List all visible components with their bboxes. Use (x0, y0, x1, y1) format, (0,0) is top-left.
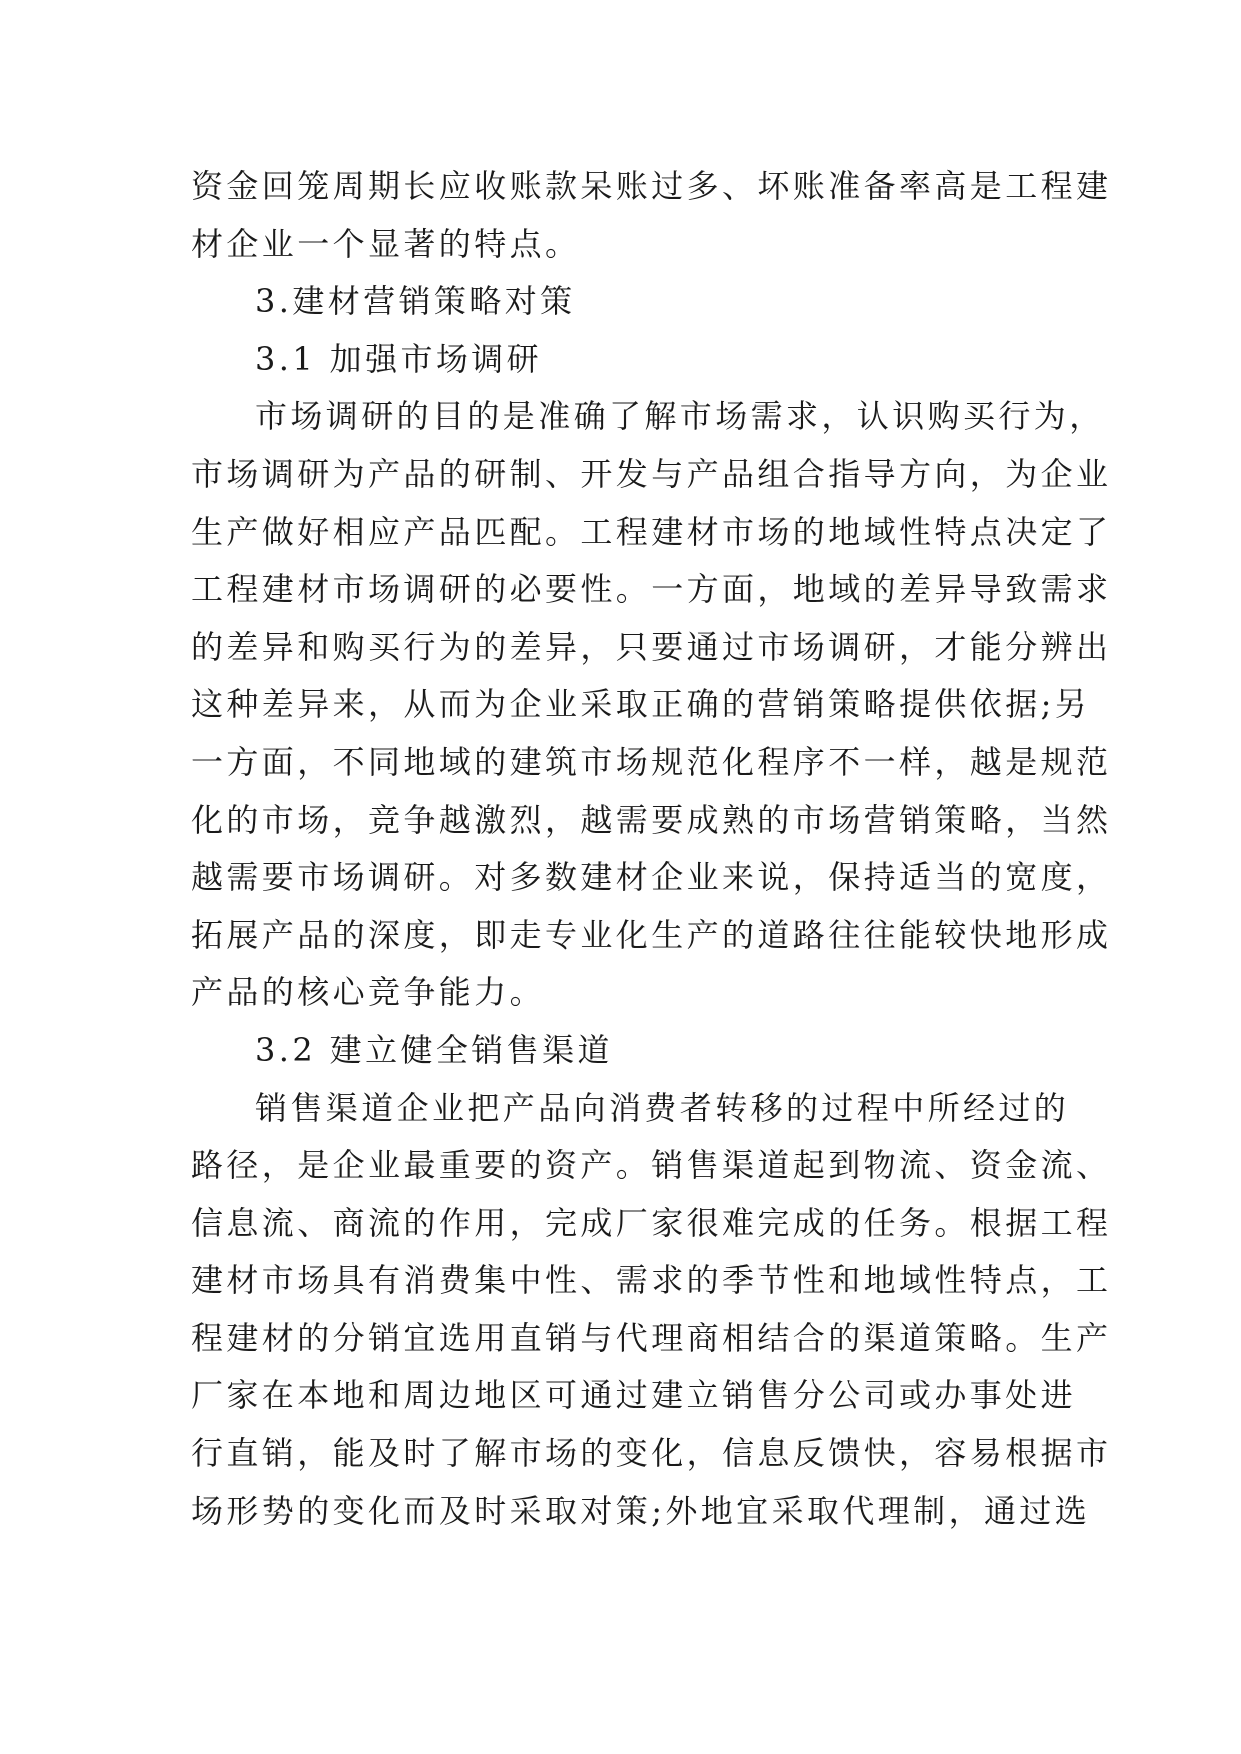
text-line: 材企业一个显著的特点。 (191, 224, 581, 263)
text-line: 这种差异来，从而为企业采取正确的营销策略提供依据;另 (191, 685, 1091, 724)
text-line: 建材市场具有消费集中性、需求的季节性和地域性特点，工 (191, 1261, 1112, 1300)
text-line: 化的市场，竞争越激烈，越需要成熟的市场营销策略，当然 (191, 800, 1112, 839)
text-line: 产品的核心竞争能力。 (191, 973, 546, 1012)
text-line: 厂家在本地和周边地区可通过建立销售分公司或办事处进 (191, 1376, 1077, 1415)
text-line: 3.2 建立健全销售渠道 (255, 1030, 613, 1069)
text-line: 拓展产品的深度，即走专业化生产的道路往往能较快地形成 (191, 915, 1112, 954)
text-line: 生产做好相应产品匹配。工程建材市场的地域性特点决定了 (191, 512, 1112, 551)
text-line: 市场调研为产品的研制、开发与产品组合指导方向，为企业 (191, 454, 1112, 493)
text-line: 场形势的变化而及时采取对策;外地宜采取代理制，通过选 (191, 1491, 1091, 1530)
text-line: 销售渠道企业把产品向消费者转移的过程中所经过的 (255, 1088, 1070, 1127)
text-line: 一方面，不同地域的建筑市场规范化程序不一样，越是规范 (191, 742, 1112, 781)
text-line: 市场调研的目的是准确了解市场需求，认识购买行为， (255, 397, 1105, 436)
text-line: 的差异和购买行为的差异，只要通过市场调研，才能分辨出 (191, 627, 1112, 666)
text-line: 行直销，能及时了解市场的变化，信息反馈快，容易根据市 (191, 1434, 1112, 1473)
text-line: 程建材的分销宜选用直销与代理商相结合的渠道策略。生产 (191, 1318, 1112, 1357)
text-line: 越需要市场调研。对多数建材企业来说，保持适当的宽度， (191, 858, 1112, 897)
text-line: 3.1 加强市场调研 (255, 339, 543, 378)
text-line: 信息流、商流的作用，完成厂家很难完成的任务。根据工程 (191, 1203, 1112, 1242)
text-line: 3.建材营销策略对策 (255, 282, 576, 321)
text-line: 路径，是企业最重要的资产。销售渠道起到物流、资金流、 (191, 1146, 1112, 1185)
text-line: 工程建材市场调研的必要性。一方面，地域的差异导致需求 (191, 570, 1112, 609)
body-text (191, 158, 1112, 1540)
text-line: 资金回笼周期长应收账款呆账过多、坏账准备率高是工程建 (191, 167, 1112, 205)
